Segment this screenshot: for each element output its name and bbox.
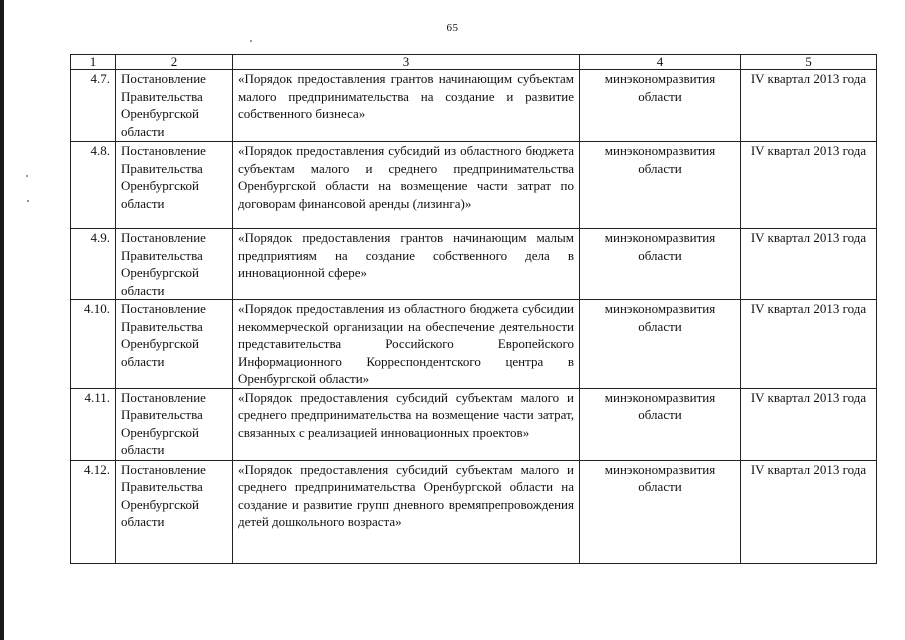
row-number: 4.7.: [71, 70, 116, 142]
column-header-title: 3: [233, 55, 580, 70]
executor: минэкономразвития области: [580, 70, 741, 142]
document-title: «Порядок предоставления субсидий субъектам малого и среднего предпринимательства на возмещение части затрат, связанных с реализацией инновационных проектов»: [233, 388, 580, 460]
term: IV квартал 2013 года: [741, 300, 877, 389]
executor: минэкономразвития области: [580, 300, 741, 389]
column-header-term: 5: [741, 55, 877, 70]
document-type: Постановление Правительства Оренбургской области: [116, 300, 233, 389]
table-row: [71, 300, 877, 389]
row-number: 4.11.: [71, 388, 116, 460]
document-title: «Порядок предоставления из областного бюджета субсидии некоммерческой организации на обеспечение деятельности представительства Российского Европейского Информационного Корреспондентского центра в Оренбургской области»: [233, 300, 580, 389]
document-type: Постановление Правительства Оренбургской области: [116, 460, 233, 563]
scan-edge-shadow: [0, 0, 4, 640]
executor: минэкономразвития области: [580, 460, 741, 563]
document-title: «Порядок предоставления субсидий субъектам малого и среднего предпринимательства Оренбургской области на создание и развитие групп дневного времяпрепровождения детей дошкольного возраста»: [233, 460, 580, 563]
document-title: «Порядок предоставления грантов начинающим малым предприятиям на создание собственного дела в инновационной сфере»: [233, 229, 580, 300]
document-type: Постановление Правительства Оренбургской области: [116, 142, 233, 229]
table-row: [71, 70, 877, 142]
column-header-executor: 4: [580, 55, 741, 70]
term: IV квартал 2013 года: [741, 229, 877, 300]
row-number: 4.12.: [71, 460, 116, 563]
document-title: «Порядок предоставления грантов начинающим субъектам малого предпринимательства на создание и развитие собственного бизнеса»: [233, 70, 580, 142]
scan-speck: [250, 40, 252, 42]
document-type: Постановление Правительства Оренбургской области: [116, 388, 233, 460]
term: IV квартал 2013 года: [741, 70, 877, 142]
column-header-document: 2: [116, 55, 233, 70]
table-row: [71, 388, 877, 460]
executor: минэкономразвития области: [580, 388, 741, 460]
term: IV квартал 2013 года: [741, 388, 877, 460]
executor: минэкономразвития области: [580, 142, 741, 229]
executor: минэкономразвития области: [580, 229, 741, 300]
term: IV квартал 2013 года: [741, 142, 877, 229]
table-row: [71, 460, 877, 563]
column-header-number: 1: [71, 55, 116, 70]
row-number: 4.9.: [71, 229, 116, 300]
row-number: 4.10.: [71, 300, 116, 389]
document-title: «Порядок предоставления субсидий из областного бюджета субъектам малого и среднего предпринимательства Оренбургской области на возмещение части затрат по договорам финансовой аренды (лизинга)»: [233, 142, 580, 229]
document-type: Постановление Правительства Оренбургской области: [116, 70, 233, 142]
document-type: Постановление Правительства Оренбургской области: [116, 229, 233, 300]
term: IV квартал 2013 года: [741, 460, 877, 563]
scan-speck: [27, 200, 29, 202]
scan-speck: [26, 175, 28, 177]
plan-table: [70, 54, 877, 564]
row-number: 4.8.: [71, 142, 116, 229]
page-number: 65: [446, 22, 459, 34]
table-row: [71, 142, 877, 229]
table-header-row: [71, 55, 877, 70]
table-row: [71, 229, 877, 300]
